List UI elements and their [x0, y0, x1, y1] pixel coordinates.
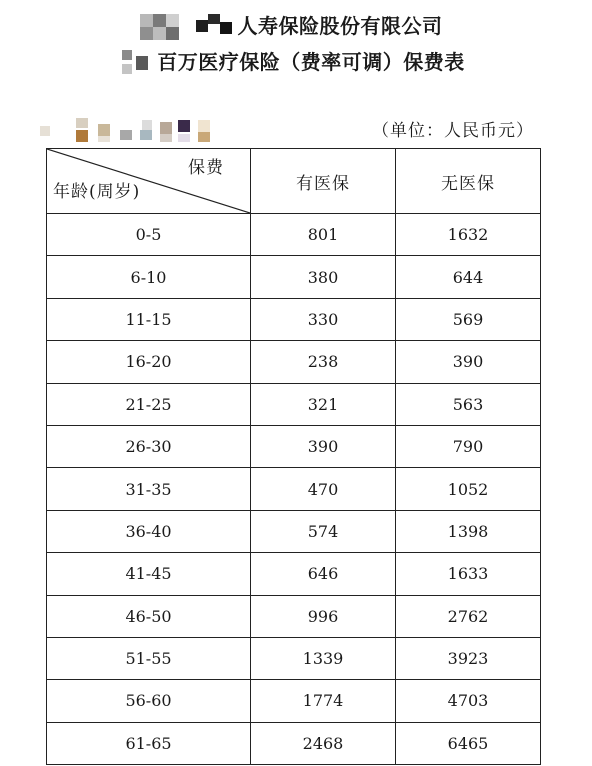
with-insurance-cell: 390	[251, 425, 396, 467]
without-insurance-cell: 644	[396, 256, 541, 298]
age-cell: 46-50	[47, 595, 251, 637]
with-insurance-cell: 1339	[251, 637, 396, 679]
without-insurance-cell: 790	[396, 425, 541, 467]
table-body	[47, 214, 541, 765]
without-insurance-cell: 6465	[396, 722, 541, 764]
without-insurance-cell: 1052	[396, 468, 541, 510]
table-row	[47, 510, 541, 552]
age-cell: 51-55	[47, 637, 251, 679]
age-cell: 16-20	[47, 341, 251, 383]
unit-note: （单位：人民币元）	[372, 121, 534, 141]
table-row	[47, 637, 541, 679]
age-cell: 36-40	[47, 510, 251, 552]
without-insurance-cell: 1398	[396, 510, 541, 552]
company-title	[0, 10, 592, 39]
table-row	[47, 722, 541, 764]
corner-top-label: 保费	[188, 158, 224, 178]
with-insurance-cell: 1774	[251, 680, 396, 722]
table-row	[47, 214, 541, 256]
table-row	[47, 383, 541, 425]
table-row	[47, 425, 541, 467]
age-cell: 6-10	[47, 256, 251, 298]
without-insurance-cell: 1632	[396, 214, 541, 256]
with-insurance-cell: 470	[251, 468, 396, 510]
age-cell: 61-65	[47, 722, 251, 764]
product-title	[0, 46, 592, 75]
without-insurance-cell: 1633	[396, 553, 541, 595]
corner-bottom-label: 年龄(周岁)	[53, 182, 141, 202]
with-insurance-cell: 238	[251, 341, 396, 383]
without-insurance-cell: 390	[396, 341, 541, 383]
with-insurance-cell: 380	[251, 256, 396, 298]
age-cell: 0-5	[47, 214, 251, 256]
without-insurance-cell: 3923	[396, 637, 541, 679]
premium-rate-table	[46, 148, 541, 765]
product-title-text: 百万医疗保险（费率可调）保费表	[157, 50, 465, 74]
age-cell: 31-35	[47, 468, 251, 510]
without-insurance-cell: 569	[396, 298, 541, 340]
without-insurance-cell: 563	[396, 383, 541, 425]
age-cell: 26-30	[47, 425, 251, 467]
column-header-with-insurance: 有医保	[251, 149, 396, 214]
without-insurance-cell: 4703	[396, 680, 541, 722]
with-insurance-cell: 996	[251, 595, 396, 637]
table-header-row	[47, 149, 541, 214]
table-row	[47, 341, 541, 383]
with-insurance-cell: 330	[251, 298, 396, 340]
table-row	[47, 256, 541, 298]
age-cell: 41-45	[47, 553, 251, 595]
without-insurance-cell: 2762	[396, 595, 541, 637]
table-row	[47, 680, 541, 722]
with-insurance-cell: 801	[251, 214, 396, 256]
age-cell: 21-25	[47, 383, 251, 425]
age-cell: 11-15	[47, 298, 251, 340]
table-row	[47, 468, 541, 510]
with-insurance-cell: 574	[251, 510, 396, 552]
with-insurance-cell: 646	[251, 553, 396, 595]
with-insurance-cell: 321	[251, 383, 396, 425]
column-header-without-insurance: 无医保	[396, 149, 541, 214]
corner-header-cell	[47, 149, 251, 214]
table-row	[47, 595, 541, 637]
age-cell: 56-60	[47, 680, 251, 722]
table-row	[47, 298, 541, 340]
company-title-text: 人寿保险股份有限公司	[237, 14, 443, 38]
table-row	[47, 553, 541, 595]
with-insurance-cell: 2468	[251, 722, 396, 764]
